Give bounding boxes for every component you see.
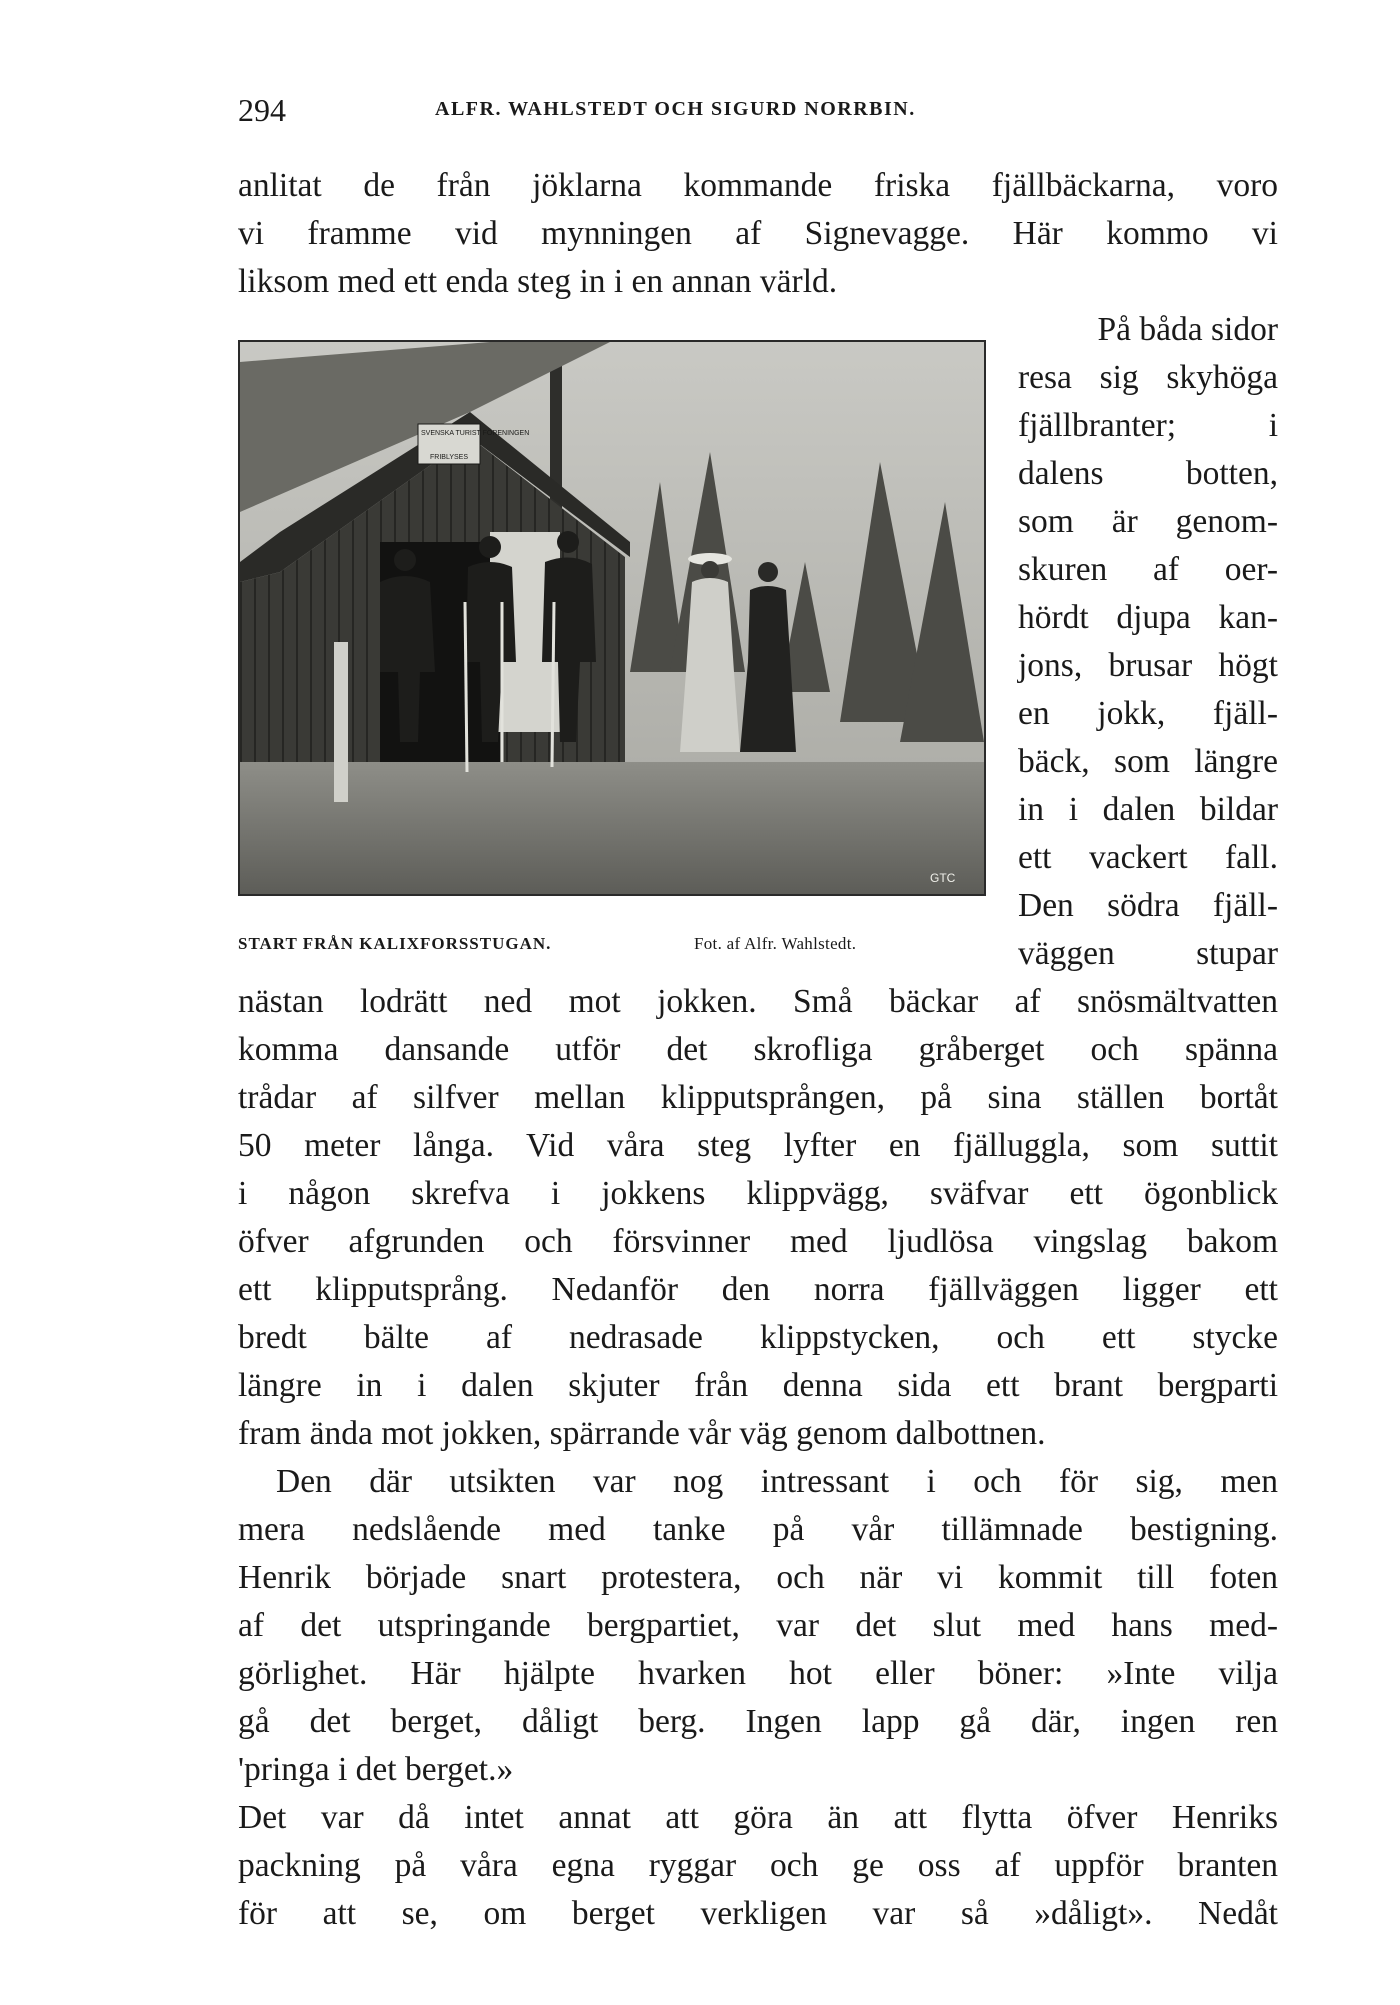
side-line: väggen stupar	[1018, 935, 1278, 972]
running-head: ALFR. WAHLSTEDT OCH SIGURD NORRBIN.	[435, 98, 916, 120]
body-line: längre in i dalen skjuter från denna sida ett brant bergparti	[238, 1367, 1278, 1404]
side-line: ett vackert fall.	[1018, 839, 1278, 876]
body-line: mera nedslående med tanke på vår tillämnade bestigning.	[238, 1511, 1278, 1548]
side-line: bäck, som längre	[1018, 743, 1278, 780]
side-line: skuren af oer-	[1018, 551, 1278, 588]
body-line: liksom med ett enda steg in i en annan värld.	[238, 263, 838, 300]
figure-caption	[238, 934, 998, 964]
side-line: hördt djupa kan-	[1018, 599, 1278, 636]
side-line: som är genom-	[1018, 503, 1278, 540]
body-line: af det utspringande bergpartiet, var det slut med hans med-	[238, 1607, 1278, 1644]
body-line: ett klipputsprång. Nedanför den norra fjällväggen ligger ett	[238, 1271, 1278, 1308]
body-line: fram ända mot jokken, spärrande vår väg genom dalbottnen.	[238, 1415, 1046, 1452]
body-line: nästan lodrätt ned mot jokken. Små bäckar af snösmältvatten	[238, 983, 1278, 1020]
side-line: dalens botten,	[1018, 455, 1278, 492]
body-line: bredt bälte af nedrasade klippstycken, och ett stycke	[238, 1319, 1278, 1356]
body-line: öfver afgrunden och försvinner med ljudlösa vingslag bakom	[238, 1223, 1278, 1260]
side-line: jons, brusar högt	[1018, 647, 1278, 684]
body-line: 'pringa i det berget.»	[238, 1751, 514, 1788]
body-line: Den där utsikten var nog intressant i och för sig, men	[276, 1463, 1278, 1500]
body-line: komma dansande utför det skrofliga gråberget och spänna	[238, 1031, 1278, 1068]
page-number: 294	[238, 92, 286, 128]
engraver-mark: GTC	[930, 871, 956, 885]
side-line: fjällbranter; i	[1018, 407, 1278, 444]
caption-title: START FRÅN KALIXFORSSTUGAN.	[238, 934, 552, 953]
photograph-kalixforsstugan	[238, 340, 986, 896]
page-header	[238, 92, 1278, 132]
sign-subtext: FRIBLYSES	[430, 454, 468, 461]
body-line: vi framme vid mynningen af Signevagge. Här kommo vi	[238, 215, 1278, 252]
side-line: in i dalen bildar	[1018, 791, 1278, 828]
body-line: packning på våra egna ryggar och ge oss af uppför branten	[238, 1847, 1278, 1884]
caption-credit: Fot. af Alfr. Wahlstedt.	[694, 934, 857, 953]
side-line: Den södra fjäll-	[1018, 887, 1278, 924]
body-line: Henrik började snart protestera, och när vi kommit till foten	[238, 1559, 1278, 1596]
body-line: för att se, om berget verkligen var så »dåligt». Nedåt	[238, 1895, 1278, 1932]
body-line: 50 meter långa. Vid våra steg lyfter en fjälluggla, som suttit	[238, 1127, 1278, 1164]
sign-text: SVENSKA TURIST FÖRENINGEN	[421, 430, 530, 437]
side-line: en jokk, fjäll-	[1018, 695, 1278, 732]
body-line: gå det berget, dåligt berg. Ingen lapp gå där, ingen ren	[238, 1703, 1278, 1740]
side-line: resa sig skyhöga	[1018, 359, 1278, 396]
body-line: anlitat de från jöklarna kommande friska fjällbäckarna, voro	[238, 167, 1278, 204]
body-line: görlighet. Här hjälpte hvarken hot eller böner: »Inte vilja	[238, 1655, 1278, 1692]
body-line: trådar af silfver mellan klipputsprången, på sina ställen bortåt	[238, 1079, 1278, 1116]
body-line: i någon skrefva i jokkens klippvägg, sväfvar ett ögonblick	[238, 1175, 1278, 1212]
side-line: På båda sidor	[1097, 311, 1278, 348]
body-line: Det var då intet annat att göra än att flytta öfver Henriks	[238, 1799, 1278, 1836]
